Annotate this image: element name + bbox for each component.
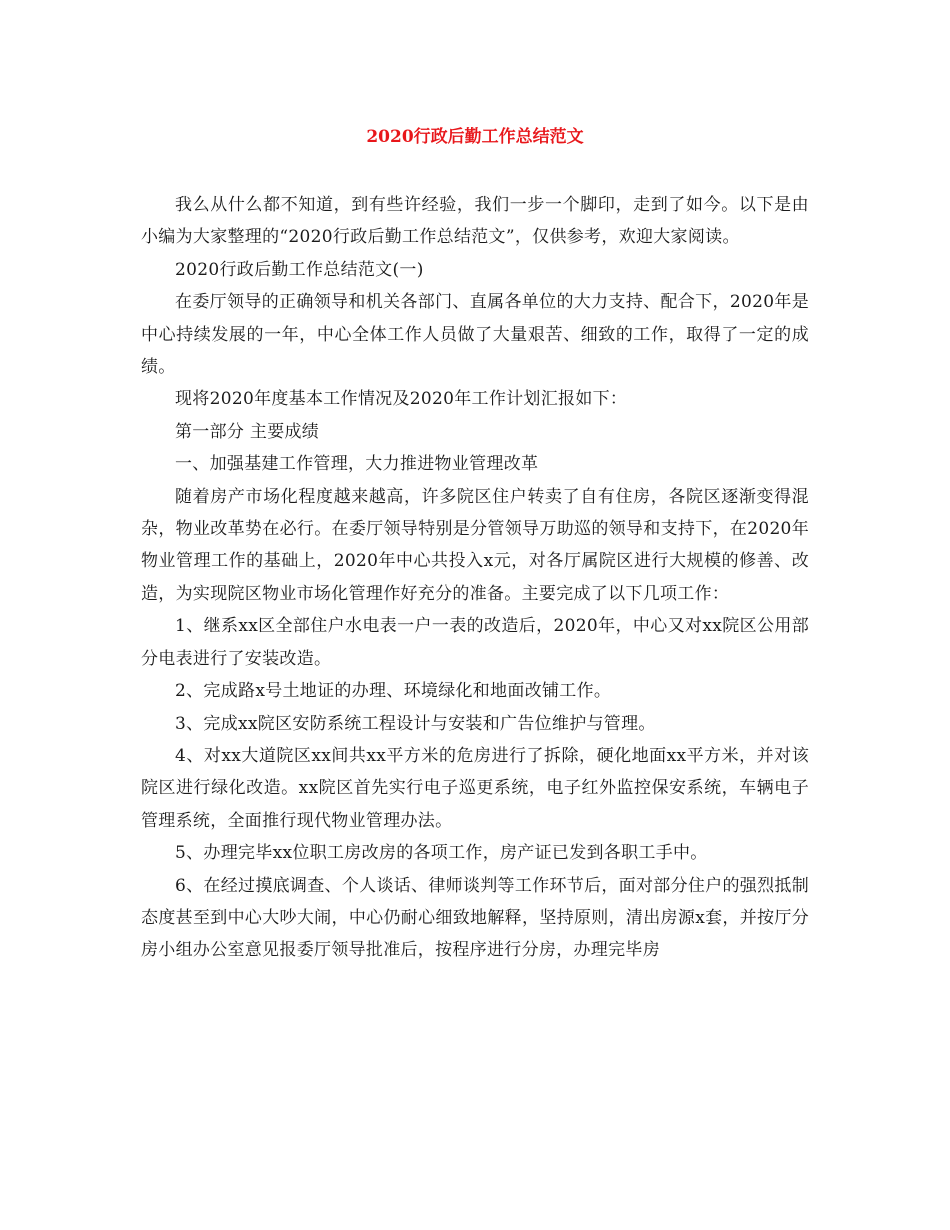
list-item: 6、在经过摸底调查、个人谈话、律师谈判等工作环节后，面对部分住户的强烈抵制态度甚至到中心大吵大闹，中心仍耐心细致地解释，坚持原则，清出房源x套，并按厅分房小组办公室意见报委厅领导批准后，按程序进行分房，办理完毕房	[141, 875, 809, 961]
paragraph: 随着房产市场化程度越来越高，许多院区住户转卖了自有住房，各院区逐渐变得混杂，物业改革势在必行。在委厅领导特别是分管领导万助巡的领导和支持下，在2020年物业管理工作的基础上，2020年中心共投入x元，对各厅属院区进行大规模的修善、改造，为实现院区物业市场化管理作好充分的准备。主要完成了以下几项工作：	[141, 486, 809, 604]
section-heading: 第一部分 主要成绩	[175, 421, 320, 442]
list-item: 4、对xx大道院区xx间共xx平方米的危房进行了拆除，硬化地面xx平方米，并对该院区进行绿化改造。xx院区首先实行电子巡更系统，电子红外监控保安系统，车辆电子管理系统，全面推行现代物业管理办法。	[141, 745, 809, 831]
list-item: 3、完成xx院区安防系统工程设计与安装和广告位维护与管理。	[175, 713, 656, 734]
list-item: 1、继系xx区全部住户水电表一户一表的改造后，2020年，中心又对xx院区公用部分电表进行了安装改造。	[141, 616, 809, 669]
document-title: 2020行政后勤工作总结范文	[366, 127, 584, 147]
section-subheading: 一、加强基建工作管理，大力推进物业管理改革	[175, 454, 539, 475]
paragraph: 在委厅领导的正确领导和机关各部门、直属各单位的大力支持、配合下，2020年是中心持续发展的一年，中心全体工作人员做了大量艰苦、细致的工作，取得了一定的成绩。	[141, 292, 809, 378]
list-item: 5、办理完毕xx位职工房改房的各项工作，房产证已发到各职工手中。	[175, 843, 708, 864]
document-body	[141, 189, 809, 967]
paragraph-intro: 我么从什么都不知道，到有些许经验，我们一步一个脚印，走到了如今。以下是由小编为大家整理的“2020行政后勤工作总结范文”，仅供参考，欢迎大家阅读。	[141, 195, 809, 248]
list-item: 2、完成路x号土地证的办理、环境绿化和地面改铺工作。	[175, 681, 612, 702]
paragraph-subtitle: 2020行政后勤工作总结范文(一)	[175, 259, 424, 280]
paragraph: 现将2020年度基本工作情况及2020年工作计划汇报如下：	[175, 389, 628, 410]
